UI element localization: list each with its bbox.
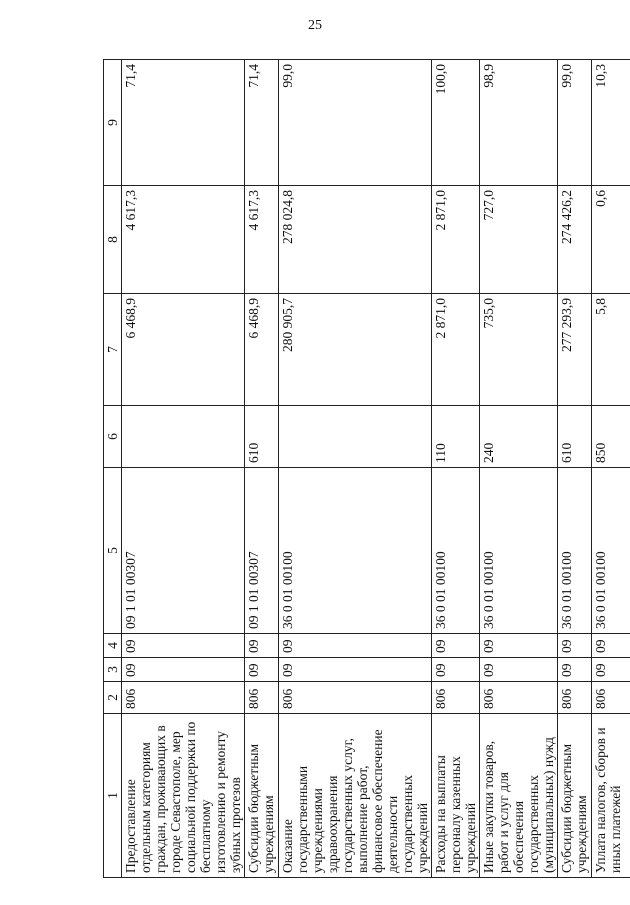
cell-admin-code: 806 bbox=[279, 682, 432, 714]
cell-percent: 71,4 bbox=[122, 60, 245, 186]
cell-percent: 98,9 bbox=[480, 60, 558, 186]
table-row bbox=[245, 60, 279, 878]
cell-planned: 6 468,9 bbox=[245, 294, 279, 406]
cell-planned: 280 905,7 bbox=[279, 294, 432, 406]
row-description: Уплата налогов, сборов и иных платежей bbox=[592, 714, 630, 878]
cell-subsection: 09 bbox=[122, 634, 245, 658]
cell-subsection: 09 bbox=[592, 634, 630, 658]
cell-admin-code: 806 bbox=[432, 682, 480, 714]
row-description: Предоставление отдельным категориям граждан, проживающих в городе Севастополе, мер социальной поддержки по бесплатному изготовлению и ремонту зубных протезов bbox=[122, 714, 245, 878]
cell-planned: 5,8 bbox=[592, 294, 630, 406]
cell-admin-code: 806 bbox=[592, 682, 630, 714]
cell-executed: 278 024,8 bbox=[279, 186, 432, 294]
cell-executed: 4 617,3 bbox=[245, 186, 279, 294]
cell-percent: 10,3 bbox=[592, 60, 630, 186]
cell-section: 09 bbox=[558, 658, 592, 682]
cell-target-article: 36 0 01 00100 bbox=[279, 468, 432, 634]
cell-section: 09 bbox=[432, 658, 480, 682]
column-header: 9 bbox=[104, 60, 122, 186]
column-header: 1 bbox=[104, 714, 122, 878]
cell-planned: 277 293,9 bbox=[558, 294, 592, 406]
cell-planned: 2 871,0 bbox=[432, 294, 480, 406]
column-header: 2 bbox=[104, 682, 122, 714]
cell-subsection: 09 bbox=[279, 634, 432, 658]
cell-executed: 4 617,3 bbox=[122, 186, 245, 294]
column-header: 7 bbox=[104, 294, 122, 406]
cell-subsection: 09 bbox=[245, 634, 279, 658]
cell-subsection: 09 bbox=[432, 634, 480, 658]
row-description: Субсидии бюджетным учреждениям bbox=[245, 714, 279, 878]
table-row bbox=[480, 60, 558, 878]
table-row bbox=[558, 60, 592, 878]
column-header: 4 bbox=[104, 634, 122, 658]
cell-target-article: 36 0 01 00100 bbox=[592, 468, 630, 634]
page-number: 25 bbox=[308, 18, 322, 33]
cell-executed: 727,0 bbox=[480, 186, 558, 294]
row-description: Иные закупки товаров, работ и услуг для обеспечения государственных (муниципальных) нужд bbox=[480, 714, 558, 878]
row-description: Оказание государственными учреждениями здравоохранения государственных услуг, выполнение работ, финансовое обеспечение деятельности государственных учреждений bbox=[279, 714, 432, 878]
cell-subsection: 09 bbox=[558, 634, 592, 658]
cell-section: 09 bbox=[279, 658, 432, 682]
cell-admin-code: 806 bbox=[245, 682, 279, 714]
column-header: 3 bbox=[104, 658, 122, 682]
cell-expense-type bbox=[122, 406, 245, 468]
row-description: Субсидии бюджетным учреждениям bbox=[558, 714, 592, 878]
cell-subsection: 09 bbox=[480, 634, 558, 658]
table-row bbox=[592, 60, 630, 878]
cell-section: 09 bbox=[592, 658, 630, 682]
cell-target-article: 09 1 01 00307 bbox=[245, 468, 279, 634]
cell-expense-type: 110 bbox=[432, 406, 480, 468]
cell-expense-type: 240 bbox=[480, 406, 558, 468]
cell-executed: 0,6 bbox=[592, 186, 630, 294]
cell-target-article: 36 0 01 00100 bbox=[480, 468, 558, 634]
cell-planned: 6 468,9 bbox=[122, 294, 245, 406]
cell-section: 09 bbox=[245, 658, 279, 682]
cell-target-article: 36 0 01 00100 bbox=[432, 468, 480, 634]
cell-expense-type bbox=[279, 406, 432, 468]
cell-admin-code: 806 bbox=[480, 682, 558, 714]
cell-percent: 71,4 bbox=[245, 60, 279, 186]
cell-expense-type: 850 bbox=[592, 406, 630, 468]
row-description: Расходы на выплаты персоналу казенных учреждений bbox=[432, 714, 480, 878]
cell-executed: 274 426,2 bbox=[558, 186, 592, 294]
column-header: 6 bbox=[104, 406, 122, 468]
cell-planned: 735,0 bbox=[480, 294, 558, 406]
cell-section: 09 bbox=[480, 658, 558, 682]
cell-admin-code: 806 bbox=[558, 682, 592, 714]
budget-table-container bbox=[103, 60, 623, 878]
column-header: 5 bbox=[104, 468, 122, 634]
cell-admin-code: 806 bbox=[122, 682, 245, 714]
cell-percent: 99,0 bbox=[279, 60, 432, 186]
budget-table bbox=[103, 59, 630, 878]
cell-expense-type: 610 bbox=[558, 406, 592, 468]
cell-expense-type: 610 bbox=[245, 406, 279, 468]
cell-target-article: 36 0 01 00100 bbox=[558, 468, 592, 634]
cell-executed: 2 871,0 bbox=[432, 186, 480, 294]
column-header: 8 bbox=[104, 186, 122, 294]
table-row bbox=[279, 60, 432, 878]
table-header-row bbox=[104, 60, 122, 878]
cell-target-article: 09 1 01 00307 bbox=[122, 468, 245, 634]
cell-section: 09 bbox=[122, 658, 245, 682]
table-row bbox=[432, 60, 480, 878]
cell-percent: 99,0 bbox=[558, 60, 592, 186]
table-row bbox=[122, 60, 245, 878]
cell-percent: 100,0 bbox=[432, 60, 480, 186]
